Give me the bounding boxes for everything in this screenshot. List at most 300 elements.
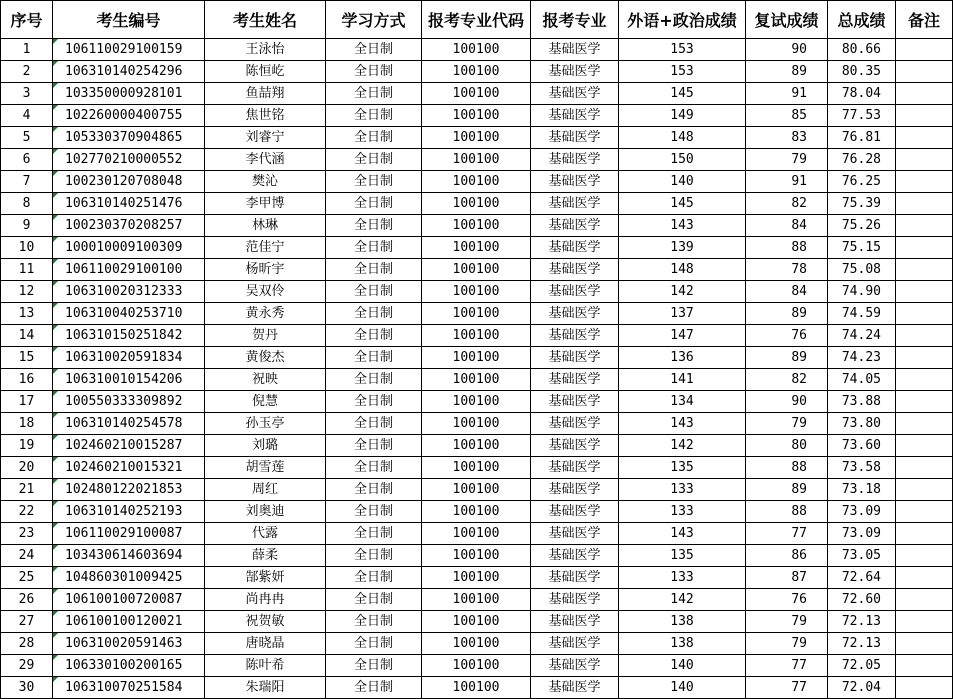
cell-candidate-name: 焦世铭 xyxy=(205,105,326,127)
cell-seq: 29 xyxy=(1,655,53,677)
cell-candidate-name: 李甲博 xyxy=(205,193,326,215)
cell-note xyxy=(896,39,953,61)
cell-note xyxy=(896,633,953,655)
cell-language-politics-score: 142 xyxy=(619,589,746,611)
cell-candidate-id: 106310140254578 xyxy=(53,413,205,435)
table-row xyxy=(1,391,953,413)
cell-study-mode: 全日制 xyxy=(326,479,422,501)
table-row xyxy=(1,567,953,589)
cell-note xyxy=(896,83,953,105)
cell-retest-score: 82 xyxy=(746,369,828,391)
cell-candidate-id: 106310070251584 xyxy=(53,677,205,699)
cell-study-mode: 全日制 xyxy=(326,567,422,589)
cell-seq: 25 xyxy=(1,567,53,589)
cell-candidate-id: 103430614603694 xyxy=(53,545,205,567)
cell-study-mode: 全日制 xyxy=(326,457,422,479)
cell-retest-score: 89 xyxy=(746,479,828,501)
cell-major-code: 100100 xyxy=(422,413,531,435)
cell-seq: 7 xyxy=(1,171,53,193)
cell-note xyxy=(896,193,953,215)
header-total-score: 总成绩 xyxy=(828,1,896,39)
cell-retest-score: 90 xyxy=(746,391,828,413)
cell-language-politics-score: 148 xyxy=(619,259,746,281)
cell-total-score: 77.53 xyxy=(828,105,896,127)
cell-candidate-id: 106310040253710 xyxy=(53,303,205,325)
cell-language-politics-score: 137 xyxy=(619,303,746,325)
cell-study-mode: 全日制 xyxy=(326,347,422,369)
header-major-code: 报考专业代码 xyxy=(422,1,531,39)
cell-language-politics-score: 140 xyxy=(619,655,746,677)
cell-retest-score: 82 xyxy=(746,193,828,215)
cell-candidate-id: 106310020591834 xyxy=(53,347,205,369)
cell-language-politics-score: 150 xyxy=(619,149,746,171)
cell-major: 基础医学 xyxy=(531,83,619,105)
cell-seq: 1 xyxy=(1,39,53,61)
cell-major-code: 100100 xyxy=(422,237,531,259)
cell-study-mode: 全日制 xyxy=(326,237,422,259)
cell-study-mode: 全日制 xyxy=(326,303,422,325)
cell-major-code: 100100 xyxy=(422,435,531,457)
cell-total-score: 73.09 xyxy=(828,501,896,523)
cell-major-code: 100100 xyxy=(422,325,531,347)
cell-language-politics-score: 133 xyxy=(619,567,746,589)
cell-candidate-name: 陈叶希 xyxy=(205,655,326,677)
cell-language-politics-score: 140 xyxy=(619,677,746,699)
cell-candidate-id: 106310010154206 xyxy=(53,369,205,391)
cell-study-mode: 全日制 xyxy=(326,501,422,523)
cell-note xyxy=(896,501,953,523)
cell-study-mode: 全日制 xyxy=(326,655,422,677)
cell-seq: 4 xyxy=(1,105,53,127)
cell-total-score: 78.04 xyxy=(828,83,896,105)
table-row xyxy=(1,523,953,545)
table-row xyxy=(1,655,953,677)
cell-major: 基础医学 xyxy=(531,347,619,369)
cell-seq: 18 xyxy=(1,413,53,435)
cell-retest-score: 87 xyxy=(746,567,828,589)
cell-retest-score: 76 xyxy=(746,325,828,347)
cell-retest-score: 79 xyxy=(746,413,828,435)
cell-candidate-id: 102460210015321 xyxy=(53,457,205,479)
cell-retest-score: 85 xyxy=(746,105,828,127)
cell-study-mode: 全日制 xyxy=(326,149,422,171)
cell-total-score: 74.90 xyxy=(828,281,896,303)
cell-study-mode: 全日制 xyxy=(326,171,422,193)
cell-major: 基础医学 xyxy=(531,545,619,567)
cell-candidate-id: 103350000928101 xyxy=(53,83,205,105)
cell-candidate-name: 孙玉亭 xyxy=(205,413,326,435)
cell-seq: 17 xyxy=(1,391,53,413)
cell-candidate-id: 106310150251842 xyxy=(53,325,205,347)
cell-total-score: 75.39 xyxy=(828,193,896,215)
cell-major-code: 100100 xyxy=(422,193,531,215)
cell-major: 基础医学 xyxy=(531,633,619,655)
cell-retest-score: 83 xyxy=(746,127,828,149)
cell-seq: 10 xyxy=(1,237,53,259)
cell-major: 基础医学 xyxy=(531,281,619,303)
cell-candidate-id: 105330370904865 xyxy=(53,127,205,149)
cell-seq: 27 xyxy=(1,611,53,633)
cell-seq: 20 xyxy=(1,457,53,479)
table-row xyxy=(1,171,953,193)
cell-total-score: 74.23 xyxy=(828,347,896,369)
cell-note xyxy=(896,149,953,171)
cell-retest-score: 88 xyxy=(746,501,828,523)
cell-seq: 5 xyxy=(1,127,53,149)
cell-note xyxy=(896,215,953,237)
cell-candidate-id: 106110029100100 xyxy=(53,259,205,281)
cell-language-politics-score: 142 xyxy=(619,435,746,457)
cell-major: 基础医学 xyxy=(531,259,619,281)
cell-major-code: 100100 xyxy=(422,655,531,677)
cell-major-code: 100100 xyxy=(422,83,531,105)
cell-retest-score: 90 xyxy=(746,39,828,61)
cell-retest-score: 89 xyxy=(746,303,828,325)
cell-study-mode: 全日制 xyxy=(326,83,422,105)
cell-candidate-name: 倪慧 xyxy=(205,391,326,413)
table-body xyxy=(1,39,953,699)
cell-language-politics-score: 153 xyxy=(619,61,746,83)
cell-candidate-id: 106310020312333 xyxy=(53,281,205,303)
cell-note xyxy=(896,523,953,545)
cell-study-mode: 全日制 xyxy=(326,127,422,149)
cell-total-score: 76.25 xyxy=(828,171,896,193)
cell-total-score: 74.24 xyxy=(828,325,896,347)
cell-candidate-id: 102260000400755 xyxy=(53,105,205,127)
cell-major-code: 100100 xyxy=(422,677,531,699)
cell-total-score: 72.13 xyxy=(828,611,896,633)
cell-seq: 19 xyxy=(1,435,53,457)
cell-candidate-name: 杨昕宇 xyxy=(205,259,326,281)
cell-seq: 21 xyxy=(1,479,53,501)
table-row xyxy=(1,149,953,171)
table-row xyxy=(1,457,953,479)
cell-major: 基础医学 xyxy=(531,303,619,325)
cell-study-mode: 全日制 xyxy=(326,391,422,413)
cell-total-score: 80.35 xyxy=(828,61,896,83)
cell-retest-score: 91 xyxy=(746,83,828,105)
cell-major-code: 100100 xyxy=(422,369,531,391)
cell-major-code: 100100 xyxy=(422,105,531,127)
cell-study-mode: 全日制 xyxy=(326,215,422,237)
header-major: 报考专业 xyxy=(531,1,619,39)
cell-major: 基础医学 xyxy=(531,369,619,391)
table-row xyxy=(1,303,953,325)
cell-retest-score: 76 xyxy=(746,589,828,611)
cell-note xyxy=(896,611,953,633)
cell-major: 基础医学 xyxy=(531,479,619,501)
cell-major-code: 100100 xyxy=(422,589,531,611)
cell-major-code: 100100 xyxy=(422,127,531,149)
cell-total-score: 73.18 xyxy=(828,479,896,501)
cell-language-politics-score: 143 xyxy=(619,215,746,237)
cell-retest-score: 79 xyxy=(746,611,828,633)
cell-major-code: 100100 xyxy=(422,611,531,633)
cell-note xyxy=(896,413,953,435)
cell-seq: 11 xyxy=(1,259,53,281)
cell-seq: 24 xyxy=(1,545,53,567)
cell-major-code: 100100 xyxy=(422,501,531,523)
cell-language-politics-score: 143 xyxy=(619,523,746,545)
cell-major: 基础医学 xyxy=(531,127,619,149)
cell-retest-score: 88 xyxy=(746,457,828,479)
cell-major-code: 100100 xyxy=(422,567,531,589)
cell-retest-score: 86 xyxy=(746,545,828,567)
cell-major: 基础医学 xyxy=(531,105,619,127)
cell-language-politics-score: 147 xyxy=(619,325,746,347)
cell-major: 基础医学 xyxy=(531,171,619,193)
table-row xyxy=(1,83,953,105)
cell-candidate-id: 106110029100159 xyxy=(53,39,205,61)
cell-language-politics-score: 135 xyxy=(619,457,746,479)
cell-seq: 30 xyxy=(1,677,53,699)
cell-seq: 12 xyxy=(1,281,53,303)
cell-study-mode: 全日制 xyxy=(326,61,422,83)
cell-candidate-name: 刘奥迪 xyxy=(205,501,326,523)
cell-candidate-name: 王泳怡 xyxy=(205,39,326,61)
cell-candidate-id: 100230370208257 xyxy=(53,215,205,237)
table-row xyxy=(1,545,953,567)
cell-retest-score: 79 xyxy=(746,149,828,171)
cell-candidate-name: 吴双伶 xyxy=(205,281,326,303)
cell-note xyxy=(896,655,953,677)
cell-candidate-id: 104860301009425 xyxy=(53,567,205,589)
cell-retest-score: 89 xyxy=(746,61,828,83)
cell-candidate-id: 106330100200165 xyxy=(53,655,205,677)
cell-study-mode: 全日制 xyxy=(326,259,422,281)
cell-total-score: 76.28 xyxy=(828,149,896,171)
table-row xyxy=(1,369,953,391)
cell-retest-score: 77 xyxy=(746,655,828,677)
cell-seq: 23 xyxy=(1,523,53,545)
cell-note xyxy=(896,347,953,369)
cell-study-mode: 全日制 xyxy=(326,677,422,699)
cell-retest-score: 79 xyxy=(746,633,828,655)
table-row xyxy=(1,105,953,127)
table-row xyxy=(1,127,953,149)
cell-language-politics-score: 133 xyxy=(619,479,746,501)
cell-candidate-name: 祝映 xyxy=(205,369,326,391)
cell-language-politics-score: 145 xyxy=(619,193,746,215)
table-row xyxy=(1,193,953,215)
cell-candidate-name: 樊沁 xyxy=(205,171,326,193)
cell-total-score: 80.66 xyxy=(828,39,896,61)
cell-language-politics-score: 153 xyxy=(619,39,746,61)
cell-retest-score: 91 xyxy=(746,171,828,193)
cell-study-mode: 全日制 xyxy=(326,281,422,303)
table-row xyxy=(1,347,953,369)
cell-retest-score: 84 xyxy=(746,281,828,303)
header-retest-score: 复试成绩 xyxy=(746,1,828,39)
cell-candidate-id: 100230120708048 xyxy=(53,171,205,193)
cell-note xyxy=(896,545,953,567)
cell-major-code: 100100 xyxy=(422,479,531,501)
cell-major-code: 100100 xyxy=(422,523,531,545)
table-row xyxy=(1,325,953,347)
cell-major: 基础医学 xyxy=(531,589,619,611)
cell-study-mode: 全日制 xyxy=(326,39,422,61)
cell-seq: 15 xyxy=(1,347,53,369)
cell-note xyxy=(896,127,953,149)
cell-major: 基础医学 xyxy=(531,567,619,589)
cell-note xyxy=(896,457,953,479)
cell-major: 基础医学 xyxy=(531,39,619,61)
cell-candidate-name: 黄永秀 xyxy=(205,303,326,325)
cell-candidate-name: 黄俊杰 xyxy=(205,347,326,369)
cell-candidate-name: 刘睿宁 xyxy=(205,127,326,149)
cell-study-mode: 全日制 xyxy=(326,633,422,655)
table-row xyxy=(1,237,953,259)
cell-note xyxy=(896,391,953,413)
table-row xyxy=(1,611,953,633)
cell-candidate-id: 106310020591463 xyxy=(53,633,205,655)
cell-total-score: 73.05 xyxy=(828,545,896,567)
table-row xyxy=(1,501,953,523)
cell-total-score: 73.09 xyxy=(828,523,896,545)
cell-major-code: 100100 xyxy=(422,39,531,61)
cell-total-score: 73.60 xyxy=(828,435,896,457)
cell-major: 基础医学 xyxy=(531,435,619,457)
cell-major-code: 100100 xyxy=(422,303,531,325)
cell-study-mode: 全日制 xyxy=(326,105,422,127)
cell-note xyxy=(896,61,953,83)
cell-major: 基础医学 xyxy=(531,215,619,237)
cell-language-politics-score: 140 xyxy=(619,171,746,193)
cell-total-score: 73.88 xyxy=(828,391,896,413)
cell-major: 基础医学 xyxy=(531,501,619,523)
cell-seq: 8 xyxy=(1,193,53,215)
cell-seq: 22 xyxy=(1,501,53,523)
cell-seq: 6 xyxy=(1,149,53,171)
header-study-mode: 学习方式 xyxy=(326,1,422,39)
cell-note xyxy=(896,237,953,259)
cell-candidate-id: 106310140251476 xyxy=(53,193,205,215)
cell-seq: 16 xyxy=(1,369,53,391)
cell-retest-score: 84 xyxy=(746,215,828,237)
cell-note xyxy=(896,259,953,281)
cell-total-score: 72.60 xyxy=(828,589,896,611)
cell-total-score: 72.13 xyxy=(828,633,896,655)
cell-language-politics-score: 142 xyxy=(619,281,746,303)
cell-total-score: 74.05 xyxy=(828,369,896,391)
cell-total-score: 73.80 xyxy=(828,413,896,435)
cell-seq: 28 xyxy=(1,633,53,655)
cell-candidate-name: 薛柔 xyxy=(205,545,326,567)
cell-language-politics-score: 149 xyxy=(619,105,746,127)
cell-candidate-name: 唐晓晶 xyxy=(205,633,326,655)
cell-study-mode: 全日制 xyxy=(326,589,422,611)
cell-candidate-id: 106100100720087 xyxy=(53,589,205,611)
cell-note xyxy=(896,281,953,303)
cell-candidate-id: 100550333309892 xyxy=(53,391,205,413)
cell-retest-score: 77 xyxy=(746,677,828,699)
cell-candidate-name: 郜紫妍 xyxy=(205,567,326,589)
cell-candidate-id: 106100100120021 xyxy=(53,611,205,633)
cell-note xyxy=(896,677,953,699)
table-row xyxy=(1,281,953,303)
table-row xyxy=(1,435,953,457)
cell-retest-score: 80 xyxy=(746,435,828,457)
header-language-politics-score: 外语+政治成绩 xyxy=(619,1,746,39)
cell-total-score: 75.08 xyxy=(828,259,896,281)
header-row xyxy=(1,1,953,39)
cell-candidate-name: 代露 xyxy=(205,523,326,545)
cell-candidate-id: 102480122021853 xyxy=(53,479,205,501)
cell-major-code: 100100 xyxy=(422,391,531,413)
cell-major-code: 100100 xyxy=(422,457,531,479)
cell-note xyxy=(896,589,953,611)
cell-candidate-name: 范佳宁 xyxy=(205,237,326,259)
header-note: 备注 xyxy=(896,1,953,39)
header-seq: 序号 xyxy=(1,1,53,39)
cell-note xyxy=(896,435,953,457)
cell-study-mode: 全日制 xyxy=(326,369,422,391)
cell-total-score: 72.05 xyxy=(828,655,896,677)
cell-candidate-id: 102770210000552 xyxy=(53,149,205,171)
cell-candidate-name: 尚冉冉 xyxy=(205,589,326,611)
cell-note xyxy=(896,303,953,325)
cell-candidate-name: 朱瑞阳 xyxy=(205,677,326,699)
cell-major: 基础医学 xyxy=(531,413,619,435)
cell-retest-score: 89 xyxy=(746,347,828,369)
cell-candidate-name: 李代涵 xyxy=(205,149,326,171)
cell-language-politics-score: 145 xyxy=(619,83,746,105)
cell-study-mode: 全日制 xyxy=(326,545,422,567)
cell-candidate-name: 鱼喆翔 xyxy=(205,83,326,105)
cell-total-score: 72.04 xyxy=(828,677,896,699)
cell-seq: 13 xyxy=(1,303,53,325)
cell-total-score: 72.64 xyxy=(828,567,896,589)
table-row xyxy=(1,259,953,281)
cell-seq: 9 xyxy=(1,215,53,237)
cell-seq: 14 xyxy=(1,325,53,347)
cell-study-mode: 全日制 xyxy=(326,611,422,633)
cell-total-score: 75.26 xyxy=(828,215,896,237)
cell-candidate-id: 102460210015287 xyxy=(53,435,205,457)
cell-total-score: 74.59 xyxy=(828,303,896,325)
cell-language-politics-score: 143 xyxy=(619,413,746,435)
cell-note xyxy=(896,479,953,501)
cell-major: 基础医学 xyxy=(531,677,619,699)
table-row xyxy=(1,677,953,699)
cell-major: 基础医学 xyxy=(531,61,619,83)
cell-language-politics-score: 134 xyxy=(619,391,746,413)
cell-candidate-name: 胡雪莲 xyxy=(205,457,326,479)
cell-total-score: 73.58 xyxy=(828,457,896,479)
table-row xyxy=(1,61,953,83)
cell-major-code: 100100 xyxy=(422,545,531,567)
cell-candidate-name: 刘璐 xyxy=(205,435,326,457)
cell-major: 基础医学 xyxy=(531,149,619,171)
cell-candidate-name: 祝贺敏 xyxy=(205,611,326,633)
cell-language-politics-score: 135 xyxy=(619,545,746,567)
table-row xyxy=(1,215,953,237)
header-candidate-id: 考生编号 xyxy=(53,1,205,39)
cell-language-politics-score: 148 xyxy=(619,127,746,149)
cell-major-code: 100100 xyxy=(422,61,531,83)
cell-study-mode: 全日制 xyxy=(326,413,422,435)
table-row xyxy=(1,479,953,501)
cell-major-code: 100100 xyxy=(422,633,531,655)
cell-retest-score: 78 xyxy=(746,259,828,281)
table-row xyxy=(1,39,953,61)
table-header xyxy=(1,1,953,39)
cell-major-code: 100100 xyxy=(422,215,531,237)
table-row xyxy=(1,633,953,655)
header-candidate-name: 考生姓名 xyxy=(205,1,326,39)
cell-major-code: 100100 xyxy=(422,347,531,369)
cell-major-code: 100100 xyxy=(422,149,531,171)
